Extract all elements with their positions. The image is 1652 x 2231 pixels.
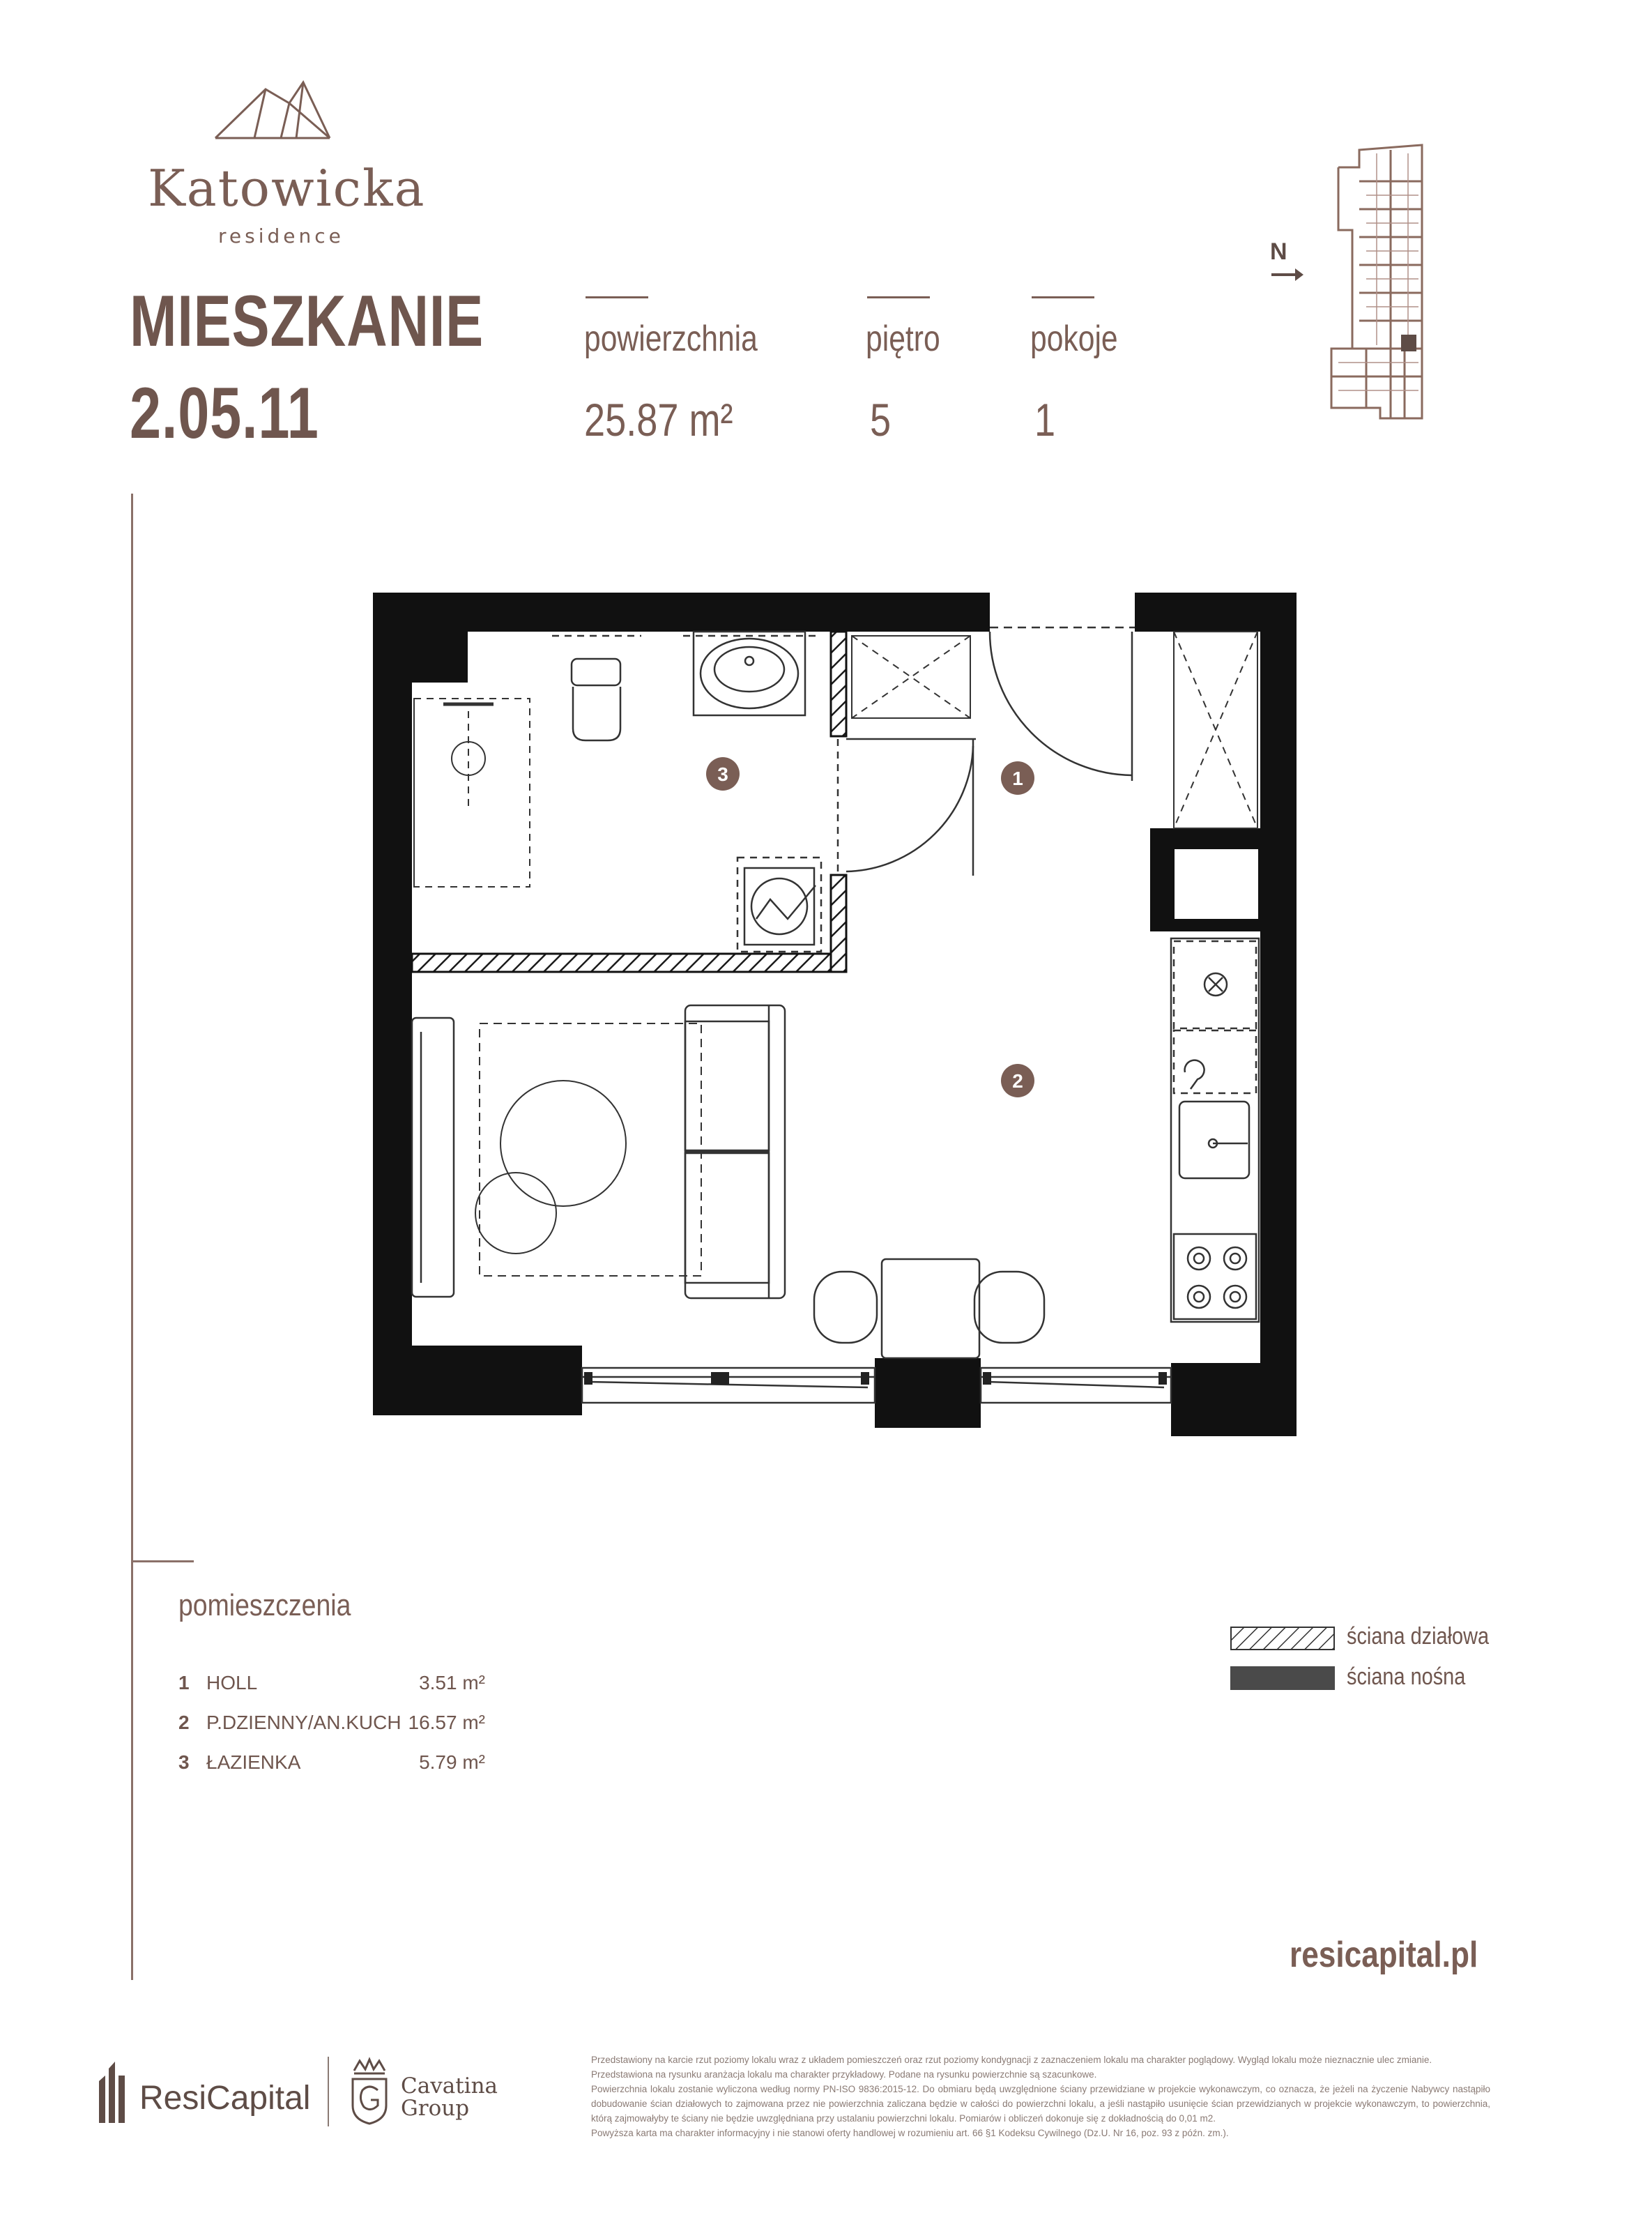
legal-disclaimer bbox=[591, 2053, 1490, 2140]
partition-wall-swatch bbox=[1230, 1627, 1335, 1650]
cavatina-crest-icon bbox=[349, 2057, 390, 2126]
room-marker-3: 3 bbox=[717, 763, 728, 785]
cavatina-line1: Cavatina bbox=[401, 2073, 498, 2099]
north-arrow-icon bbox=[1270, 266, 1305, 283]
area-rule bbox=[586, 296, 648, 298]
footer-logo-divider bbox=[328, 2057, 329, 2126]
floor-label: piętro bbox=[866, 319, 940, 359]
room-row-2 bbox=[178, 1712, 485, 1737]
rooms-count-value: 1 bbox=[1034, 394, 1056, 446]
resicapital-wordmark: ResiCapital bbox=[139, 2080, 311, 2117]
mountain-logo-icon bbox=[213, 78, 338, 141]
resicapital-logo-icon bbox=[98, 2060, 132, 2124]
room-num: 3 bbox=[178, 1751, 190, 1773]
room-name: ŁAZIENKA bbox=[206, 1751, 301, 1773]
disclaimer-line-3: Powierzchnia lokalu zostanie wyliczona według normy PN-ISO 9836:2015-12. Do obmiaru będą uwzględnione ściany przewidziane w projekcie wykonawczym, co oznacza, że jeżeli na życzenie Nabywcy nastąpiło dobudowanie ścian działowych to zajmowana przez nie powierzchnia zaliczana będzie w całości do powierzchni lokalu, a jeśli nastąpiło usunięcie ścian przewidzianych w projekcie wykonawczym, to powierzchnia, którą zajmowałyby te ściany nie będzie uwzględniana przy ustalaniu powierzchni lokalu. Pomiarów i obliczeń dokonuje się z dokładnością do 0,01 m2. bbox=[591, 2084, 1490, 2124]
legend-partition-label: ściana działowa bbox=[1347, 1623, 1490, 1650]
disclaimer-line-2: Przedstawiona na rysunku aranżacja lokalu ma charakter przykładowy. Podane na rysunku powierzchnie są szacunkowe. bbox=[591, 2069, 1097, 2080]
area-value: 25.87 m² bbox=[584, 394, 733, 446]
room-area: 16.57 m² bbox=[408, 1712, 485, 1733]
room-marker-2: 2 bbox=[1012, 1070, 1023, 1092]
structural-wall-swatch bbox=[1230, 1666, 1335, 1690]
room-row-3 bbox=[178, 1751, 485, 1776]
room-markers bbox=[706, 757, 1034, 1097]
apartment-title: MIESZKANIE bbox=[130, 281, 484, 362]
rooms-section-tick bbox=[131, 1560, 194, 1562]
website-link[interactable]: resicapital.pl bbox=[1290, 1935, 1478, 1975]
north-label: N bbox=[1270, 238, 1287, 265]
building-keyplan bbox=[1324, 139, 1436, 425]
cavatina-line2: Group bbox=[401, 2096, 470, 2121]
rooms-rule bbox=[1032, 296, 1094, 298]
legend-structural-label: ściana nośna bbox=[1347, 1663, 1466, 1690]
floor-plan bbox=[369, 586, 1303, 1443]
rooms-count-label: pokoje bbox=[1030, 319, 1118, 359]
room-num: 1 bbox=[178, 1672, 190, 1693]
disclaimer-line-4: Powyższa karta ma charakter informacyjny i nie stanowi oferty handlowej w rozumieniu art. 66 §1 Kodeksu Cywilnego (Dz.U. Nr 16, poz. 93 z późn. zm.). bbox=[591, 2128, 1229, 2138]
brand-name: Katowicka bbox=[148, 159, 426, 218]
room-area: 5.79 m² bbox=[419, 1751, 485, 1773]
rooms-section-title: pomieszczenia bbox=[178, 1588, 351, 1622]
room-name: HOLL bbox=[206, 1672, 258, 1693]
room-name: P.DZIENNY/AN.KUCH bbox=[206, 1712, 401, 1733]
floor-value: 5 bbox=[870, 394, 892, 446]
disclaimer-line-1: Przedstawiony na karcie rzut poziomy lokalu wraz z układem pomieszczeń oraz rzut poziomy kondygnacji z zaznaczeniem lokalu ma charakter poglądowy. Wygląd lokalu może nieznacznie ulec zmianie. bbox=[591, 2055, 1432, 2065]
room-area: 3.51 m² bbox=[419, 1672, 485, 1693]
area-label: powierzchnia bbox=[584, 319, 758, 359]
apartment-number: 2.05.11 bbox=[130, 373, 319, 454]
floor-rule bbox=[867, 296, 930, 298]
left-vertical-divider bbox=[131, 494, 133, 1980]
brand-subtitle: residence bbox=[218, 224, 344, 248]
room-marker-1: 1 bbox=[1012, 768, 1023, 789]
room-row-1 bbox=[178, 1672, 485, 1697]
room-num: 2 bbox=[178, 1712, 190, 1733]
